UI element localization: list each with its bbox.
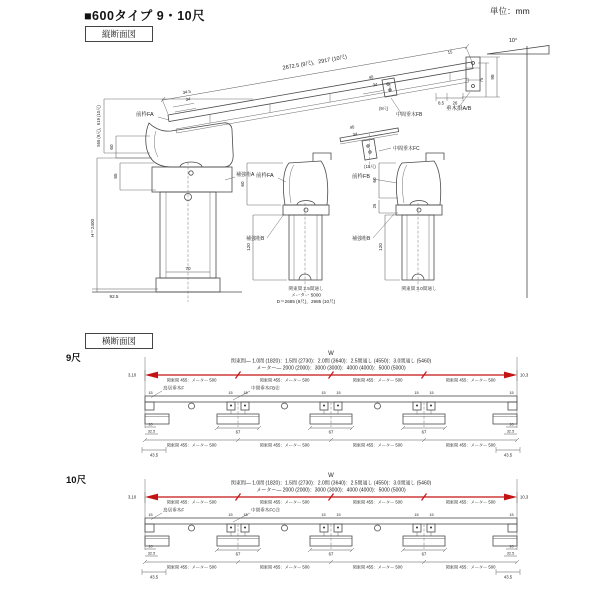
w-label: W	[328, 473, 334, 479]
left-dims	[90, 99, 253, 299]
page-title: ■600タイプ 9・10尺	[84, 9, 206, 23]
meter-spec-line: メーター— 2000 (2000)：3000 (3000)：4000 (4000)：5000 (5000)	[256, 365, 406, 372]
label-fc-size: (10尺)	[364, 164, 376, 169]
dim-67: 67	[328, 429, 334, 435]
note-meter-5000: メーター 5000	[291, 292, 321, 298]
right-dims	[372, 163, 400, 280]
edge-dim-left: 3,10	[128, 494, 137, 500]
dim-34: 34	[185, 96, 191, 102]
section-box-cross: 横断面図	[85, 333, 153, 349]
dim-43-5: 43.5	[149, 452, 159, 458]
dim-70: 70	[185, 266, 191, 271]
rafter-hook-detail	[436, 46, 527, 298]
dim-15: 15	[509, 391, 514, 395]
section-box-longitudinal: 縦断面図	[85, 26, 153, 42]
pitch-label-bottom: 関東間 455：メーター 500	[259, 442, 310, 448]
cross-section-9shaku	[0, 348, 600, 460]
label-mid-rafter: 中間垂木FB㊟	[251, 385, 280, 391]
dim-15: 15	[336, 391, 341, 395]
right-frame-figure	[396, 153, 444, 292]
left-post-figure	[92, 123, 242, 302]
meter-spec-line: メーター— 2000 (2000)：3000 (3000)：4000 (4000)：5000 (5000)	[256, 487, 406, 494]
label-mid-rafter-fb: 中間垂木FB	[396, 112, 423, 118]
label-front-frame-fa-mid: 前枠FA	[256, 173, 274, 179]
dim-front-height: 565 (9尺)，619 (10尺)	[96, 105, 101, 147]
dim-15: 15	[414, 513, 419, 517]
dim-120-mid: 120	[246, 243, 251, 251]
label-edge-rafter: 鳥居垂木F	[163, 385, 185, 391]
dim-15: 15	[336, 513, 341, 517]
dim-15: 15	[243, 391, 248, 395]
dim-67: 67	[421, 429, 427, 435]
pitch-label: 関東間 455：メーター 500	[166, 377, 217, 383]
dim-34-5: 34.5	[182, 88, 192, 95]
slope-indicator	[487, 38, 549, 54]
pitch-label: 関東間 455：メーター 500	[352, 377, 403, 383]
dim-40-fc: 40	[349, 124, 355, 130]
dim-85: 85	[113, 173, 118, 179]
dim-120-right: 120	[378, 243, 383, 251]
dim-43-5: 43.5	[503, 574, 513, 580]
dim-8-5: 8.5	[438, 100, 444, 106]
kanto-spec-line: 関東間— 1.0間 (1820)：1.5間 (2730)：2.0間 (3640)：2.5間通し (4550)：3.0間通し (5460)	[230, 480, 432, 487]
pitch-label-bottom: 関東間 455：メーター 500	[166, 442, 217, 448]
dim-10: 10	[509, 422, 514, 427]
dim-32-5: 32.5	[506, 429, 515, 434]
unit-label: 単位：mm	[490, 6, 530, 16]
dim-75: 75	[479, 77, 484, 83]
label-mid-rafter: 中間垂木FC㊟	[251, 507, 281, 513]
dim-15: 15	[321, 391, 326, 395]
pitch-label-bottom: 関東間 455：メーター 500	[352, 442, 403, 448]
note-kanto-3-0: 関東間 3.0間通し	[401, 286, 437, 291]
dim-32-5: 32.5	[147, 551, 156, 556]
cross-section-10shaku	[0, 470, 600, 582]
pitch-label: 関東間 455：メーター 500	[445, 499, 496, 505]
dim-67: 67	[328, 551, 334, 557]
label-rafter-hook: 垂木掛A/B	[446, 106, 472, 112]
middle-dims	[240, 163, 287, 280]
edge-dim-right: 10,3	[520, 494, 529, 500]
dim-98: 98	[490, 74, 495, 80]
dim-15: 15	[148, 513, 153, 517]
dim-15: 15	[429, 513, 434, 517]
w-label: W	[328, 351, 334, 357]
dim-10: 10	[509, 544, 514, 549]
note-kanto-2-5: 関東間 2.5間通し	[288, 286, 324, 291]
dim-34-fb: 34	[372, 81, 378, 88]
dim-15: 15	[243, 513, 248, 517]
dim-60-right: 60	[372, 177, 377, 183]
roof-length-dim	[161, 44, 472, 114]
dim-15: 15	[321, 513, 326, 517]
dim-post-height: H＝2400	[90, 218, 95, 238]
dim-40-fb: 40	[368, 74, 374, 80]
pitch-label: 関東間 455：メーター 500	[352, 499, 403, 505]
label-9shaku: 9尺	[66, 353, 81, 364]
dim-67: 67	[421, 551, 427, 557]
middle-frame-figure	[283, 153, 331, 292]
dim-60-mid: 60	[240, 181, 245, 187]
dim-34-fc: 34	[352, 131, 358, 137]
pitch-label: 関東間 455：メーター 500	[166, 499, 217, 505]
pitch-label-bottom: 関東間 455：メーター 500	[166, 564, 217, 570]
dim-60-left: 60	[109, 144, 114, 150]
mid-rafter-fb-detail	[361, 74, 423, 118]
pitch-label: 関東間 455：メーター 500	[445, 377, 496, 383]
edge-dim-left: 3,10	[128, 372, 137, 378]
dim-10: 10	[148, 544, 153, 549]
label-10shaku: 10尺	[66, 475, 87, 486]
pitch-label-bottom: 関東間 455：メーター 500	[352, 564, 403, 570]
label-fb-size: (9尺)	[379, 106, 389, 111]
pitch-label: 関東間 455：メーター 500	[259, 377, 310, 383]
label-reinforcing-beam-a: 補強桁A	[236, 172, 255, 178]
dim-15-roof-end: 15	[447, 49, 453, 55]
dim-26: 26	[452, 100, 458, 106]
dim-15: 15	[228, 513, 233, 517]
label-reinforcing-beam-b-mid: 補強桁B	[246, 236, 265, 242]
dim-15: 15	[148, 391, 153, 395]
dim-32-5: 32.5	[147, 429, 156, 434]
dim-15: 15	[509, 513, 514, 517]
edge-dim-right: 10,3	[520, 372, 529, 378]
pitch-label-bottom: 関東間 455：メーター 500	[259, 564, 310, 570]
label-reinforcing-beam-b-right: 補強桁B	[352, 236, 371, 242]
label-edge-rafter: 鳥居垂木F	[163, 507, 185, 513]
label-front-frame-fa-roof: 前枠FA	[136, 112, 154, 118]
label-front-frame-fb: 前枠FB	[352, 174, 371, 180]
dim-roof-length: 2672.5 (9尺)，2917 (10尺)	[282, 54, 348, 72]
dim-10: 10	[148, 422, 153, 427]
dim-92-5: 92.5	[109, 294, 119, 299]
pitch-label: 関東間 455：メーター 500	[259, 499, 310, 505]
dim-67: 67	[235, 429, 241, 435]
dim-25: 25	[372, 203, 377, 209]
dim-67: 67	[235, 551, 241, 557]
pitch-label-bottom: 関東間 455：メーター 500	[445, 442, 496, 448]
dim-15: 15	[228, 391, 233, 395]
slope-angle: 10°	[508, 38, 518, 44]
dim-15: 15	[429, 391, 434, 395]
dim-43-5: 43.5	[503, 452, 513, 458]
pitch-label-bottom: 関東間 455：メーター 500	[445, 564, 496, 570]
dim-32-5: 32.5	[506, 551, 515, 556]
label-mid-rafter-fc: 中間垂木FC	[393, 146, 420, 152]
kanto-spec-line: 関東間— 1.0間 (1820)：1.5間 (2730)：2.0間 (3640)：2.5間通し (4550)：3.0間通し (5460)	[230, 358, 432, 365]
note-depth: D＝2685 (9尺)，2985 (10尺)	[276, 299, 336, 304]
dim-43-5: 43.5	[149, 574, 159, 580]
dim-15: 15	[414, 391, 419, 395]
